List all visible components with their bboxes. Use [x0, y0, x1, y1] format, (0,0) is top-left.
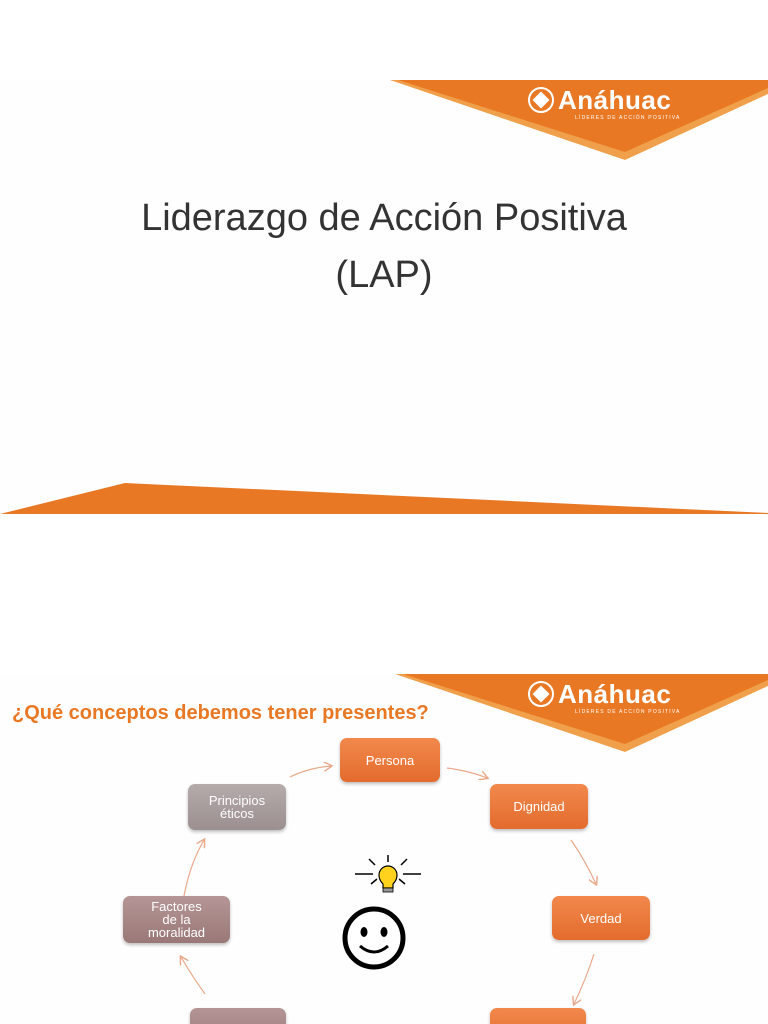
arrow-prev-factores: [181, 957, 205, 994]
arrow-verdad-next: [574, 954, 594, 1004]
brand-tagline: LÍDERES DE ACCIÓN POSITIVA: [575, 709, 681, 715]
node-factores: [123, 896, 230, 943]
arrow-principios-persona: [290, 766, 331, 777]
slide-title: [0, 80, 768, 514]
node-persona: [340, 738, 440, 782]
arrow-factores-principios: [184, 840, 204, 896]
node-factores-line1: Factores: [151, 899, 202, 914]
node-bottom-right: [490, 1008, 586, 1024]
node-persona-label: Persona: [365, 752, 415, 768]
seal-icon: [527, 86, 555, 114]
node-principios-line2: éticos: [220, 806, 254, 821]
node-principios-line1: Principios: [208, 793, 266, 808]
node-bottom-left: [190, 1008, 286, 1024]
brand-tagline: LÍDERES DE ACCIÓN POSITIVA: [575, 115, 681, 121]
slide-title-line1: Liderazgo de Acción Positiva: [141, 197, 627, 239]
node-factores-line3: moralidad: [147, 925, 206, 940]
node-verdad-label: Verdad: [580, 910, 622, 926]
arrow-persona-dignidad: [447, 768, 487, 778]
bottom-orange-swoosh: [0, 480, 768, 514]
arrow-dignidad-verdad: [571, 840, 596, 884]
node-principios: [188, 784, 286, 830]
brand-name: Anáhuac: [558, 679, 672, 709]
brand-name: Anáhuac: [558, 85, 672, 115]
slide-concepts: [0, 674, 768, 1024]
slide-title-line2: (LAP): [335, 254, 433, 296]
lightbulb-smiley-icon: [333, 852, 443, 1002]
slide-heading: ¿Qué conceptos debemos tener presentes?: [12, 702, 429, 724]
node-factores-line2: de la: [162, 912, 191, 927]
node-verdad: [552, 896, 650, 940]
node-dignidad: [490, 784, 588, 829]
node-dignidad-label: Dignidad: [513, 799, 565, 814]
